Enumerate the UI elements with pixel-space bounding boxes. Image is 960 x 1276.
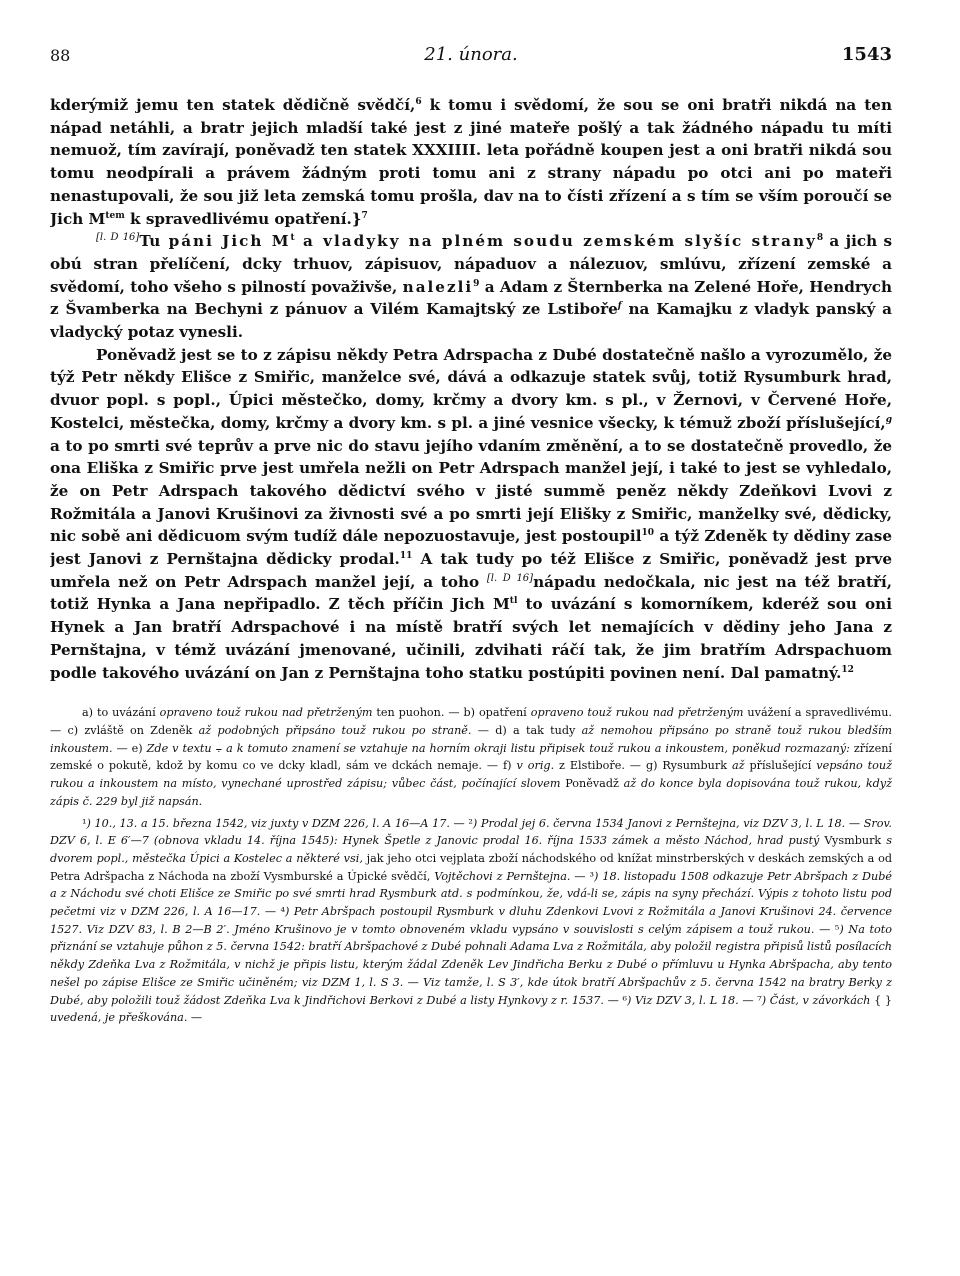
note-segment: jak jeho otci vejplata zboží náchodského od knížat minstrberských v deskách zemských a od Petra Adršpacha z Náchoda na zboží Vysmburské a Úpické svědčí, <box>50 851 892 883</box>
folio-marker: [l. D 16] <box>96 232 140 244</box>
note-segment: z Elstiboře. — <box>554 759 646 773</box>
note-segment: opraveno touž rukou nad přetrženým <box>159 706 373 720</box>
note-segment: ) 18. listopadu 1508 odkazuje Petr Abršpach z Dubé a z Náchodu své choti Elišce ze Smiřic po své smrti hrad Rysmburk atd. s podmínkou, že, vdá-li se, zápis na syny přechází. Výpis z tohoto listu pod pečetmi viz v DZM 226, l. A 16—17. — <box>50 869 892 919</box>
text-run: nápadu nedočkala, nic jest na též bratří, totiž Hynka a Jana nepřipadlo. Z těch příčin Jich M <box>50 572 892 614</box>
text-run: A tak tudy po též Elišce z Smiřic, poněvadž jest prve umřela než on Petr Adrspach manžel její, a toho <box>50 550 892 591</box>
footnote-ref: 9 <box>473 278 480 289</box>
running-year: 1543 <box>841 44 892 65</box>
numbered-notes <box>50 815 892 1027</box>
note-segment: Poněvadž <box>560 777 624 791</box>
footnote-ref: 11 <box>399 551 413 561</box>
note-segment: opatření <box>475 706 531 720</box>
spaced-text: a vladyky na plném soudu zemském slyšíc strany <box>294 232 817 251</box>
note-segment: opraveno touž rukou nad přetrženým <box>530 706 744 720</box>
footnote-ref: 6 <box>415 96 422 107</box>
text-run: to uvázání s komorníkem, kderéž sou oni Hynek a Jan bratří Adrspachové i na místě bratří svých let nemajících v dědiny jeho Jana z Pernštajna, v témž uvázání jmenované, učinili, zdvihati ráčí tak, že jim bratřím Adrspachuom podle takového uvázání on Jan z Pernštajna toho statku postúpiti povinen není. Dal pamatný. <box>50 595 892 682</box>
text-run: Tu <box>139 232 161 251</box>
note-segment: uvážení a spravedlivému. — <box>50 706 892 737</box>
note-segment: Zde v textu <box>142 741 216 755</box>
note-segment: vepsáno touž rukou a inkoustem na místo, vynechané uprostřed zápisu; vůbec část, počínající slovem <box>50 759 892 791</box>
note-segment: ² <box>468 816 473 830</box>
page-number: 88 <box>50 46 71 65</box>
note-segment: příslušející <box>744 759 817 773</box>
text-run: a to po smrti své teprův a prve nic do stavu jejího vdaním změnění, a to se dostatečně provedlo, že ona Eliška z Smiřic prve jest umřela nežli on Petr Adrspach manžel její, i také to jest se vyhledalo, že on Petr Adrspach takového dědictví svého v jisté summě peněz někdy Zdeňkovi Lvovi z Rožmitála a Janovi Krušinovi za živnosti své a po smrti její Elišky z Smiřic, manželky své, dědicky, nic sobě ani dědicuom svým tudíž dále nepozuostavuje, jest postoupil <box>50 436 892 546</box>
note-segment: ) Petr Abršpach postoupil Rysmburk v dluhu Zdenkovi Lvovi z Rožmitála a Janovi Krušinovi 24. července 1527. Viz DZV 83, l. B 2—B 2′. Jméno Krušinovo je v tomto obnoveném vkladu vypsáno v souvislosti s celým zápisem a touž rukou. — <box>50 905 892 936</box>
note-segment: g) <box>645 759 658 773</box>
note-segment: ) Prodal jej 6. června 1534 Janovi z Pernštejna, viz DZV 3, l. L 18. — Srov. DZV 6, l. E 6′—7 (obnova vkladu 14. října 1545): Hynek Špetle z Janovic prodal 16. října 1533 zámek a město Náchod, hrad pustý <box>50 816 892 848</box>
text-run: kderýmiž jemu ten statek dědičně svědčí, <box>50 96 416 114</box>
footnotes <box>50 704 892 1027</box>
note-segment: s dvorem popl., městečka Úpici a Kostelec a některé vsi, <box>50 834 892 865</box>
note-segment: zřízení zemské o pokutě, kdož by komu co ve dcky kladl, sám ve dckách nemaje. — <box>50 741 892 773</box>
text-run: a týž Zdeněk ty dědiny zase jest Janovi z Pernštajna dědicky prodal. <box>50 527 892 569</box>
folio-marker: [l. D 16] <box>486 572 534 584</box>
running-head <box>50 40 892 70</box>
letter-note-ref: f <box>617 301 622 312</box>
text-run: na Kamajku z vladyk panský a vladycký potaz vynesli. <box>50 300 892 342</box>
note-segment: ) Viz DZV 3, l. L 18. — <box>626 993 758 1007</box>
letter-note-ref: g <box>885 414 892 425</box>
footnote-ref: 10 <box>641 528 654 539</box>
note-segment: zvláště on Zdeněk <box>78 723 199 737</box>
main-text <box>50 94 892 684</box>
footnote-ref: 12 <box>841 664 854 675</box>
note-segment: až nemohou připsáno po straně touž rukou bledším inkoustem. <box>50 723 892 755</box>
note-segment: a) <box>82 706 94 720</box>
note-segment: až podobných připsáno touž rukou po straně. <box>198 723 472 737</box>
text-run: a Adam z Šternberka na Zelené Hoře, Hendrych z Švamberka na Bechyni z pánuov a Vilém Kamajtský ze Lstiboře <box>50 277 892 319</box>
superscript-abbrev: tl <box>509 596 518 607</box>
footnote-ref: 7 <box>361 210 368 221</box>
note-segment: ⁷ <box>757 993 762 1007</box>
note-segment: c) <box>67 723 79 737</box>
note-segment: ) Část, v závorkách <box>761 993 871 1007</box>
note-segment: Vysmburk <box>819 834 887 848</box>
note-segment: v orig. <box>511 759 555 773</box>
note-segment: ⁶ <box>622 993 627 1007</box>
paragraph-3 <box>50 344 892 685</box>
note-segment: d) <box>495 723 507 737</box>
superscript-abbrev: t <box>290 233 295 244</box>
note-segment: e) <box>131 741 143 755</box>
note-segment: uvedená, je přeškována. — <box>50 1011 203 1025</box>
text-run: a jich s obú stran přelíčení, dcky trhuov, zápisuov, nápaduov a nálezuov, smlúvu, zřízení zemské a svědomí, toho všeho s pilností považivše, <box>50 232 892 296</box>
note-segment: { } <box>870 993 892 1007</box>
text-run: k tomu i svědomí, že sou se oni bratři nikdá na ten nápad netáhli, a bratr jejich mladší také jest z jiné mateře pošlý a tak žádného nápadu tu míti nemuož, tím zavírají, poněvadž ten statek XXXIIII. leta pořádně koupen jest a oni bratři nikdá sou tomu neodpírali a právem žádným proti tomu ani z strany nápadu po otci ani po mateři nenastupovali, že sou již leta zemská tomu prošla, dav na to čísti zřízení a s tím se vším poroučí se Jich M <box>50 96 892 228</box>
text-run: k spravedlivému opatření.} <box>124 209 362 228</box>
superscript-abbrev: tem <box>105 210 125 221</box>
note-segment: ⁵ <box>834 922 840 936</box>
spaced-text: páni Jich M <box>160 232 291 251</box>
note-segment: to uvázání <box>93 706 160 720</box>
note-segment: ⨪ <box>215 741 223 755</box>
note-segment: ) 10., 13. a 15. března 1542, viz juxty v DZM 226, l. A 16—A 17. — <box>86 816 469 830</box>
note-segment: a k tomuto znamení se vztahuje na horním okraji listu připisek touž rukou a inkoustem, poněkud rozmazaný: <box>222 741 850 755</box>
spaced-text: nalezli <box>402 277 474 296</box>
note-segment: — <box>471 723 496 737</box>
running-title: 21. února. <box>424 44 518 65</box>
text-run: Poněvadž jest se to z zápisu někdy Petra Adrspacha z Dubé dostatečně našlo a vyrozumělo, že týž Petr někdy Elišce z Smiřic, manželce své, dává a odkazuje statek svůj, totiž Rysumburk hrad, dvuor popl. s popl., Úpici městečko, domy, krčmy a dvory km. s pl., v Žernovi, v Červené Hoře, Kostelci, městečka, domy, krčmy a dvory km. s pl. a jiné vesnice všecky, k témuž zboží příslušející, <box>50 345 892 432</box>
note-segment: ¹ <box>82 816 87 830</box>
note-segment: až do konce byla dopisována touž rukou, když zápis č. 229 byl již napsán. <box>50 777 892 808</box>
paragraph-1 <box>50 94 892 230</box>
textual-notes <box>50 704 892 810</box>
note-segment: Vojtěchovi z Pernštejna. — <box>430 869 590 883</box>
note-segment: Rysumburk <box>657 759 732 773</box>
note-segment: ⁴ <box>280 905 285 919</box>
note-segment: ) Na toto přiznání se vztahuje půhon z 5. června 1542: bratří Abršpachové z Dubé pohnali Adama Lva z Rožmitála, aby položil registra připisů listů posílacích někdy Zdeňka Lva z Rožmitála, v nichž je připis listu, kterým žádal Zdeněk Lev Jindřicha Berku z Dubé o přímluvu u Hynka Abršpacha, aby tento nešel po zápise Elišce ze Smiřic učiněném; viz DZM 1, l. S 3. — Viz tamže, l. S 3′, kde útok bratří Abršpachův z 5. června 1542 na bratry Berky z Dubé, aby položili touž žádost Zdeňka Lva k Jindřichovi Berkovi z Dubé a listy Hynkovy z r. 1537. — <box>50 922 892 1007</box>
footnote-ref: 8 <box>816 233 824 244</box>
note-segment: b) <box>463 706 476 720</box>
note-segment: a tak tudy <box>506 723 582 737</box>
note-segment: ten puohon. — <box>372 706 464 720</box>
document-page <box>50 40 892 1240</box>
note-segment: — <box>112 741 132 755</box>
paragraph-2 <box>50 230 892 344</box>
note-segment: ³ <box>589 869 595 883</box>
note-segment: až <box>731 759 745 773</box>
note-segment: f) <box>503 759 512 773</box>
